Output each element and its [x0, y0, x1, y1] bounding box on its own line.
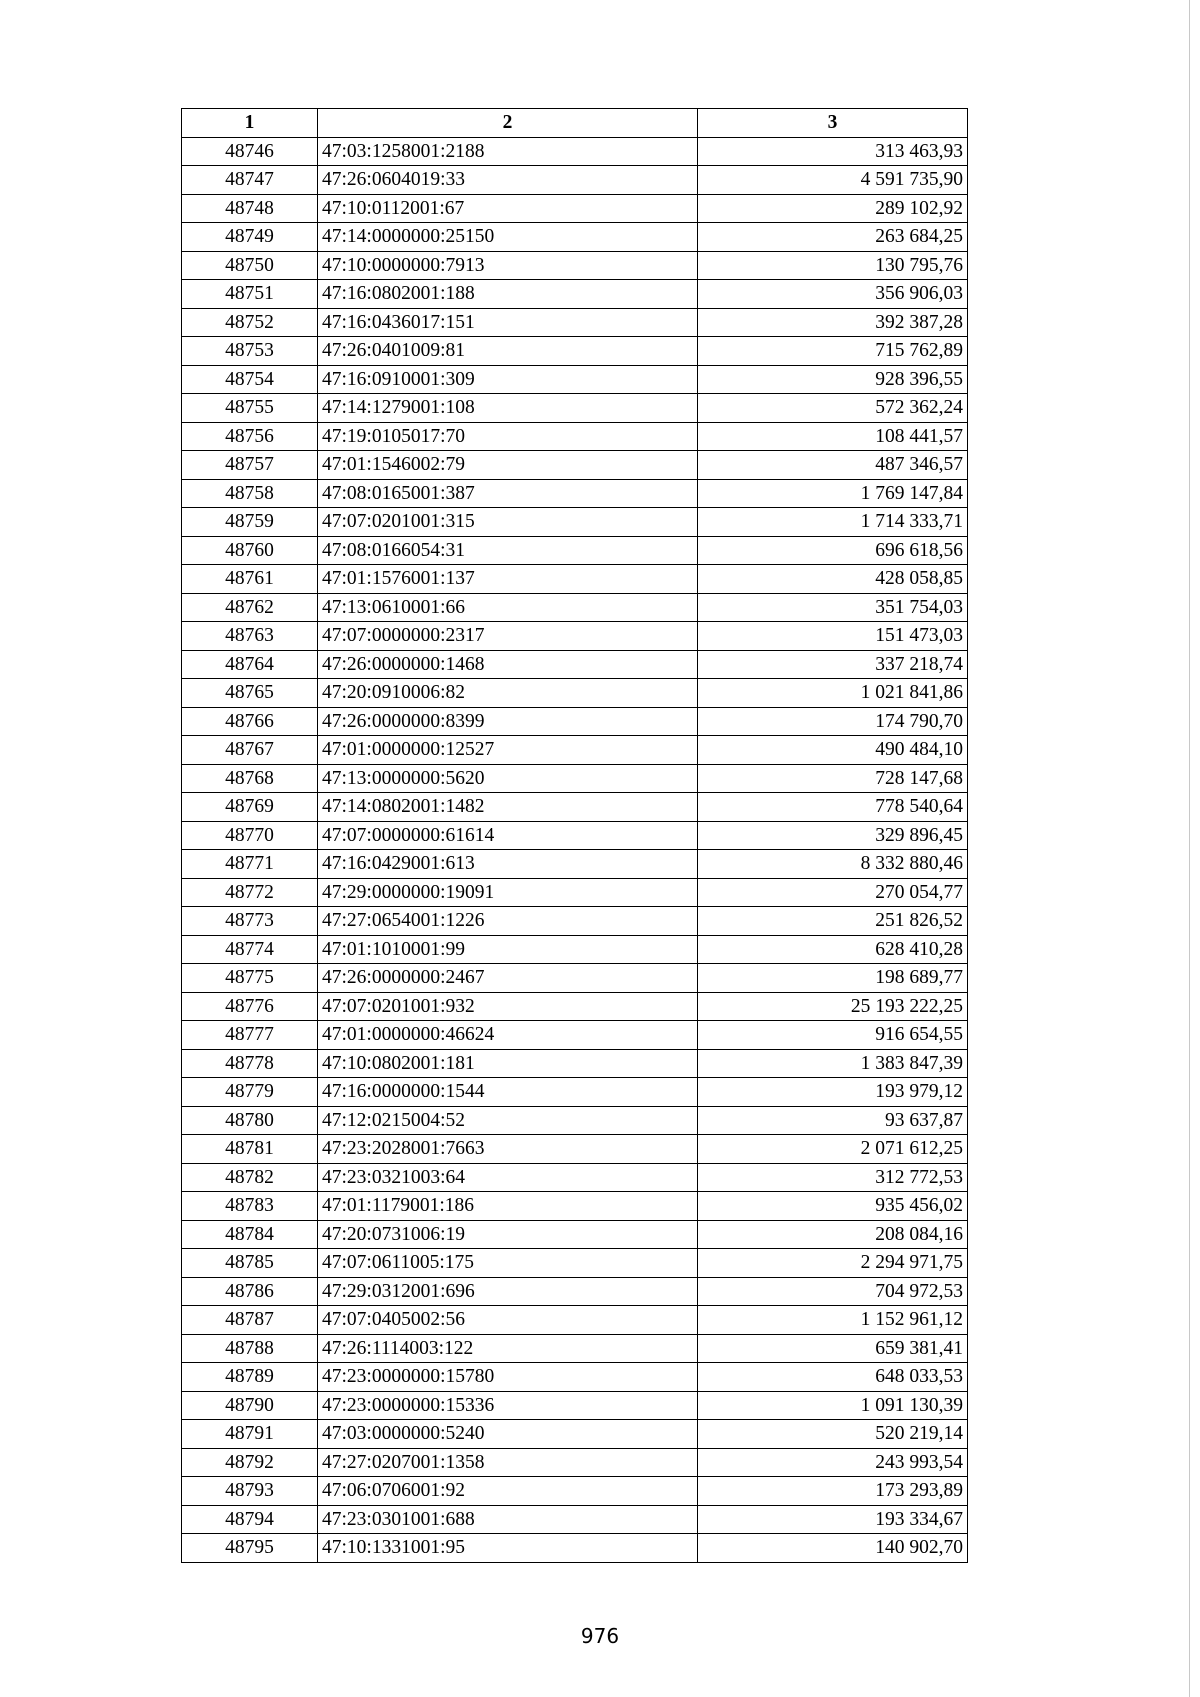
table-row: [182, 650, 968, 679]
row-number-cell: 48795: [182, 1534, 318, 1563]
table-row: [182, 308, 968, 337]
table-row: [182, 1163, 968, 1192]
cadastral-number-cell: 47:26:0000000:1468: [318, 650, 698, 679]
table-row: [182, 1135, 968, 1164]
cadastral-number-cell: 47:16:0000000:1544: [318, 1078, 698, 1107]
cadastral-number-cell: 47:23:0301001:688: [318, 1505, 698, 1534]
row-number-cell: 48748: [182, 194, 318, 223]
cadastral-number-cell: 47:29:0000000:19091: [318, 878, 698, 907]
value-cell: 715 762,89: [698, 337, 968, 366]
cadastral-number-cell: 47:13:0000000:5620: [318, 764, 698, 793]
table-row: [182, 764, 968, 793]
row-number-cell: 48749: [182, 223, 318, 252]
value-cell: 193 979,12: [698, 1078, 968, 1107]
value-cell: 916 654,55: [698, 1021, 968, 1050]
value-cell: 337 218,74: [698, 650, 968, 679]
table-row: [182, 565, 968, 594]
value-cell: 329 896,45: [698, 821, 968, 850]
cadastral-number-cell: 47:13:0610001:66: [318, 593, 698, 622]
cadastral-number-cell: 47:23:0000000:15780: [318, 1363, 698, 1392]
value-cell: 8 332 880,46: [698, 850, 968, 879]
table-header: [182, 109, 968, 138]
value-cell: 193 334,67: [698, 1505, 968, 1534]
value-cell: 935 456,02: [698, 1192, 968, 1221]
cadastral-number-cell: 47:07:0405002:56: [318, 1306, 698, 1335]
row-number-cell: 48761: [182, 565, 318, 594]
table-row: [182, 679, 968, 708]
row-number-cell: 48755: [182, 394, 318, 423]
row-number-cell: 48760: [182, 536, 318, 565]
table-row: [182, 1049, 968, 1078]
row-number-cell: 48753: [182, 337, 318, 366]
row-number-cell: 48784: [182, 1220, 318, 1249]
cadastral-number-cell: 47:19:0105017:70: [318, 422, 698, 451]
row-number-cell: 48762: [182, 593, 318, 622]
cadastral-number-cell: 47:26:0401009:81: [318, 337, 698, 366]
value-cell: 572 362,24: [698, 394, 968, 423]
row-number-cell: 48792: [182, 1448, 318, 1477]
value-cell: 1 091 130,39: [698, 1391, 968, 1420]
table-row: [182, 137, 968, 166]
value-cell: 392 387,28: [698, 308, 968, 337]
cadastral-number-cell: 47:08:0166054:31: [318, 536, 698, 565]
value-cell: 130 795,76: [698, 251, 968, 280]
value-cell: 93 637,87: [698, 1106, 968, 1135]
table-row: [182, 508, 968, 537]
value-cell: 696 618,56: [698, 536, 968, 565]
row-number-cell: 48750: [182, 251, 318, 280]
page-edge-rule: [1189, 0, 1190, 1697]
row-number-cell: 48770: [182, 821, 318, 850]
value-cell: 312 772,53: [698, 1163, 968, 1192]
value-cell: 1 769 147,84: [698, 479, 968, 508]
cadastral-number-cell: 47:01:1010001:99: [318, 935, 698, 964]
value-cell: 659 381,41: [698, 1334, 968, 1363]
cadastral-number-cell: 47:03:0000000:5240: [318, 1420, 698, 1449]
cadastral-number-cell: 47:03:1258001:2188: [318, 137, 698, 166]
cadastral-number-cell: 47:16:0802001:188: [318, 280, 698, 309]
value-cell: 728 147,68: [698, 764, 968, 793]
value-cell: 270 054,77: [698, 878, 968, 907]
table-row: [182, 1391, 968, 1420]
row-number-cell: 48775: [182, 964, 318, 993]
row-number-cell: 48746: [182, 137, 318, 166]
row-number-cell: 48767: [182, 736, 318, 765]
table-row: [182, 1192, 968, 1221]
cadastral-number-cell: 47:08:0165001:387: [318, 479, 698, 508]
value-cell: 1 383 847,39: [698, 1049, 968, 1078]
value-cell: 1 714 333,71: [698, 508, 968, 537]
row-number-cell: 48787: [182, 1306, 318, 1335]
data-table: [181, 108, 968, 1563]
cadastral-number-cell: 47:10:1331001:95: [318, 1534, 698, 1563]
cadastral-number-cell: 47:01:0000000:46624: [318, 1021, 698, 1050]
table-row: [182, 1420, 968, 1449]
table-body: [182, 137, 968, 1562]
cadastral-number-cell: 47:16:0429001:613: [318, 850, 698, 879]
table-row: [182, 1534, 968, 1563]
value-cell: 198 689,77: [698, 964, 968, 993]
cadastral-number-cell: 47:07:0611005:175: [318, 1249, 698, 1278]
row-number-cell: 48758: [182, 479, 318, 508]
cadastral-number-cell: 47:27:0654001:1226: [318, 907, 698, 936]
table-row: [182, 1505, 968, 1534]
row-number-cell: 48757: [182, 451, 318, 480]
cadastral-number-cell: 47:23:2028001:7663: [318, 1135, 698, 1164]
table-row: [182, 251, 968, 280]
table-row: [182, 793, 968, 822]
row-number-cell: 48773: [182, 907, 318, 936]
value-cell: 490 484,10: [698, 736, 968, 765]
cadastral-number-cell: 47:20:0910006:82: [318, 679, 698, 708]
table-row: [182, 1477, 968, 1506]
row-number-cell: 48794: [182, 1505, 318, 1534]
value-cell: 313 463,93: [698, 137, 968, 166]
cadastral-number-cell: 47:26:0000000:8399: [318, 707, 698, 736]
value-cell: 1 021 841,86: [698, 679, 968, 708]
table-row: [182, 451, 968, 480]
row-number-cell: 48778: [182, 1049, 318, 1078]
table-row: [182, 280, 968, 309]
table-row: [182, 337, 968, 366]
value-cell: 356 906,03: [698, 280, 968, 309]
row-number-cell: 48790: [182, 1391, 318, 1420]
table-row: [182, 223, 968, 252]
cadastral-number-cell: 47:10:0802001:181: [318, 1049, 698, 1078]
table-row: [182, 365, 968, 394]
cadastral-number-cell: 47:20:0731006:19: [318, 1220, 698, 1249]
value-cell: 174 790,70: [698, 707, 968, 736]
value-cell: 263 684,25: [698, 223, 968, 252]
header-col-1: 1: [182, 109, 318, 138]
cadastral-number-cell: 47:12:0215004:52: [318, 1106, 698, 1135]
table-row: [182, 850, 968, 879]
row-number-cell: 48766: [182, 707, 318, 736]
value-cell: 289 102,92: [698, 194, 968, 223]
header-col-2: 2: [318, 109, 698, 138]
cadastral-number-cell: 47:29:0312001:696: [318, 1277, 698, 1306]
table-row: [182, 194, 968, 223]
row-number-cell: 48781: [182, 1135, 318, 1164]
table-row: [182, 1220, 968, 1249]
row-number-cell: 48793: [182, 1477, 318, 1506]
table-row: [182, 1363, 968, 1392]
table-row: [182, 593, 968, 622]
cadastral-number-cell: 47:23:0000000:15336: [318, 1391, 698, 1420]
value-cell: 4 591 735,90: [698, 166, 968, 195]
cadastral-number-cell: 47:23:0321003:64: [318, 1163, 698, 1192]
table-row: [182, 707, 968, 736]
value-cell: 928 396,55: [698, 365, 968, 394]
header-row: [182, 109, 968, 138]
value-cell: 351 754,03: [698, 593, 968, 622]
table-row: [182, 1249, 968, 1278]
table-row: [182, 422, 968, 451]
table-row: [182, 536, 968, 565]
row-number-cell: 48771: [182, 850, 318, 879]
value-cell: 173 293,89: [698, 1477, 968, 1506]
table-row: [182, 1078, 968, 1107]
cadastral-number-cell: 47:14:1279001:108: [318, 394, 698, 423]
page-number: 976: [580, 1624, 620, 1648]
row-number-cell: 48785: [182, 1249, 318, 1278]
cadastral-number-cell: 47:07:0000000:61614: [318, 821, 698, 850]
row-number-cell: 48765: [182, 679, 318, 708]
header-col-3: 3: [698, 109, 968, 138]
table-row: [182, 821, 968, 850]
row-number-cell: 48754: [182, 365, 318, 394]
row-number-cell: 48780: [182, 1106, 318, 1135]
value-cell: 428 058,85: [698, 565, 968, 594]
value-cell: 648 033,53: [698, 1363, 968, 1392]
cadastral-number-cell: 47:07:0201001:315: [318, 508, 698, 537]
table-row: [182, 1334, 968, 1363]
row-number-cell: 48747: [182, 166, 318, 195]
table-row: [182, 878, 968, 907]
row-number-cell: 48786: [182, 1277, 318, 1306]
cadastral-number-cell: 47:07:0000000:2317: [318, 622, 698, 651]
value-cell: 2 294 971,75: [698, 1249, 968, 1278]
value-cell: 2 071 612,25: [698, 1135, 968, 1164]
table-row: [182, 622, 968, 651]
table-row: [182, 935, 968, 964]
row-number-cell: 48772: [182, 878, 318, 907]
cadastral-number-cell: 47:14:0802001:1482: [318, 793, 698, 822]
cadastral-number-cell: 47:01:1576001:137: [318, 565, 698, 594]
cadastral-number-cell: 47:26:0604019:33: [318, 166, 698, 195]
value-cell: 1 152 961,12: [698, 1306, 968, 1335]
cadastral-number-cell: 47:14:0000000:25150: [318, 223, 698, 252]
row-number-cell: 48768: [182, 764, 318, 793]
cadastral-number-cell: 47:07:0201001:932: [318, 992, 698, 1021]
cadastral-number-cell: 47:10:0000000:7913: [318, 251, 698, 280]
row-number-cell: 48776: [182, 992, 318, 1021]
row-number-cell: 48779: [182, 1078, 318, 1107]
row-number-cell: 48789: [182, 1363, 318, 1392]
table-row: [182, 736, 968, 765]
value-cell: 520 219,14: [698, 1420, 968, 1449]
value-cell: 208 084,16: [698, 1220, 968, 1249]
value-cell: 704 972,53: [698, 1277, 968, 1306]
row-number-cell: 48752: [182, 308, 318, 337]
row-number-cell: 48759: [182, 508, 318, 537]
row-number-cell: 48774: [182, 935, 318, 964]
row-number-cell: 48791: [182, 1420, 318, 1449]
row-number-cell: 48782: [182, 1163, 318, 1192]
table-row: [182, 964, 968, 993]
row-number-cell: 48763: [182, 622, 318, 651]
table-row: [182, 992, 968, 1021]
table-row: [182, 1306, 968, 1335]
table-row: [182, 1448, 968, 1477]
cadastral-number-cell: 47:16:0910001:309: [318, 365, 698, 394]
table-row: [182, 166, 968, 195]
cadastral-number-cell: 47:06:0706001:92: [318, 1477, 698, 1506]
row-number-cell: 48756: [182, 422, 318, 451]
value-cell: 108 441,57: [698, 422, 968, 451]
value-cell: 487 346,57: [698, 451, 968, 480]
cadastral-number-cell: 47:10:0112001:67: [318, 194, 698, 223]
table-row: [182, 479, 968, 508]
row-number-cell: 48788: [182, 1334, 318, 1363]
table-row: [182, 1021, 968, 1050]
value-cell: 140 902,70: [698, 1534, 968, 1563]
cadastral-number-cell: 47:01:0000000:12527: [318, 736, 698, 765]
value-cell: 151 473,03: [698, 622, 968, 651]
row-number-cell: 48764: [182, 650, 318, 679]
table-row: [182, 907, 968, 936]
value-cell: 628 410,28: [698, 935, 968, 964]
row-number-cell: 48777: [182, 1021, 318, 1050]
value-cell: 25 193 222,25: [698, 992, 968, 1021]
table-row: [182, 1106, 968, 1135]
cadastral-number-cell: 47:26:0000000:2467: [318, 964, 698, 993]
row-number-cell: 48783: [182, 1192, 318, 1221]
value-cell: 243 993,54: [698, 1448, 968, 1477]
cadastral-number-cell: 47:01:1546002:79: [318, 451, 698, 480]
table-row: [182, 1277, 968, 1306]
row-number-cell: 48769: [182, 793, 318, 822]
row-number-cell: 48751: [182, 280, 318, 309]
table-row: [182, 394, 968, 423]
cadastral-number-cell: 47:27:0207001:1358: [318, 1448, 698, 1477]
cadastral-number-cell: 47:26:1114003:122: [318, 1334, 698, 1363]
value-cell: 778 540,64: [698, 793, 968, 822]
cadastral-number-cell: 47:01:1179001:186: [318, 1192, 698, 1221]
cadastral-number-cell: 47:16:0436017:151: [318, 308, 698, 337]
value-cell: 251 826,52: [698, 907, 968, 936]
